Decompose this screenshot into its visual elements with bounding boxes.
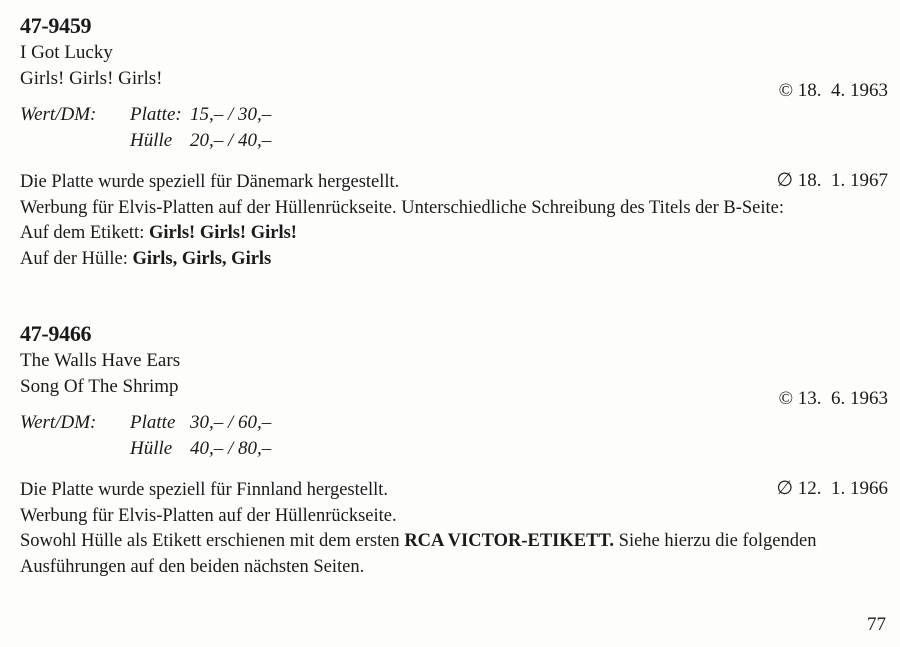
a-side-title: The Walls Have Ears xyxy=(20,350,181,371)
deletion-date: ∅ 12. 1. 1966 xyxy=(776,478,888,499)
note-line: Werbung für Elvis-Platten auf der Hüllenrückseite. Unterschiedliche Schreibung des Titels der B-Seite: xyxy=(20,197,785,218)
note-line: Werbung für Elvis-Platten auf der Hüllenrückseite. xyxy=(20,505,397,526)
huelle-label: Hülle xyxy=(130,130,173,151)
record-entry xyxy=(20,12,888,272)
platte-value: 30,– / 60,– xyxy=(190,412,272,433)
release-date: © 18. 4. 1963 xyxy=(778,80,888,101)
label-spelling-line: Auf dem Etikett: Girls! Girls! Girls! xyxy=(20,223,297,243)
huelle-value: 40,– / 80,– xyxy=(190,438,272,459)
notes xyxy=(20,170,888,272)
sleeve-spelling-line: Auf der Hülle: Girls, Girls, Girls xyxy=(20,248,272,269)
value-table xyxy=(20,410,888,462)
value-table xyxy=(20,102,888,154)
note-line: Die Platte wurde speziell für Dänemark hergestellt. xyxy=(20,172,400,192)
sleeve-spelling: Girls, Girls, Girls xyxy=(132,248,272,269)
deletion-date: ∅ 18. 1. 1967 xyxy=(776,170,888,191)
page-number: 77 xyxy=(867,614,886,635)
huelle-label: Hülle xyxy=(130,438,173,459)
value-label: Wert/DM: xyxy=(20,104,97,125)
release-dates xyxy=(776,16,888,256)
rca-victor-label: RCA VICTOR-ETIKETT. xyxy=(404,531,615,551)
platte-label: Platte xyxy=(130,412,176,433)
notes xyxy=(20,478,888,580)
platte-label: Platte: xyxy=(130,104,182,125)
release-dates xyxy=(776,324,888,564)
a-side-title: I Got Lucky xyxy=(20,42,113,63)
label-spelling: Girls! Girls! Girls! xyxy=(148,223,297,243)
catalog-number: 47-9459 xyxy=(20,13,92,38)
platte-value: 15,– / 30,– xyxy=(190,104,272,125)
rca-note: Sowohl Hülle als Etikett erschienen mit dem ersten RCA VICTOR-ETIKETT. Siehe hierzu die folgenden Ausführungen auf den beiden nächsten Seiten. xyxy=(20,531,817,577)
catalog-number: 47-9466 xyxy=(20,321,92,346)
note-line: Die Platte wurde speziell für Finnland hergestellt. xyxy=(20,480,389,500)
value-label: Wert/DM: xyxy=(20,412,97,433)
record-entry xyxy=(20,320,888,580)
b-side-title: Song Of The Shrimp xyxy=(20,376,179,397)
b-side-title: Girls! Girls! Girls! xyxy=(20,68,163,89)
release-date: © 13. 6. 1963 xyxy=(778,388,888,409)
huelle-value: 20,– / 40,– xyxy=(190,130,272,151)
